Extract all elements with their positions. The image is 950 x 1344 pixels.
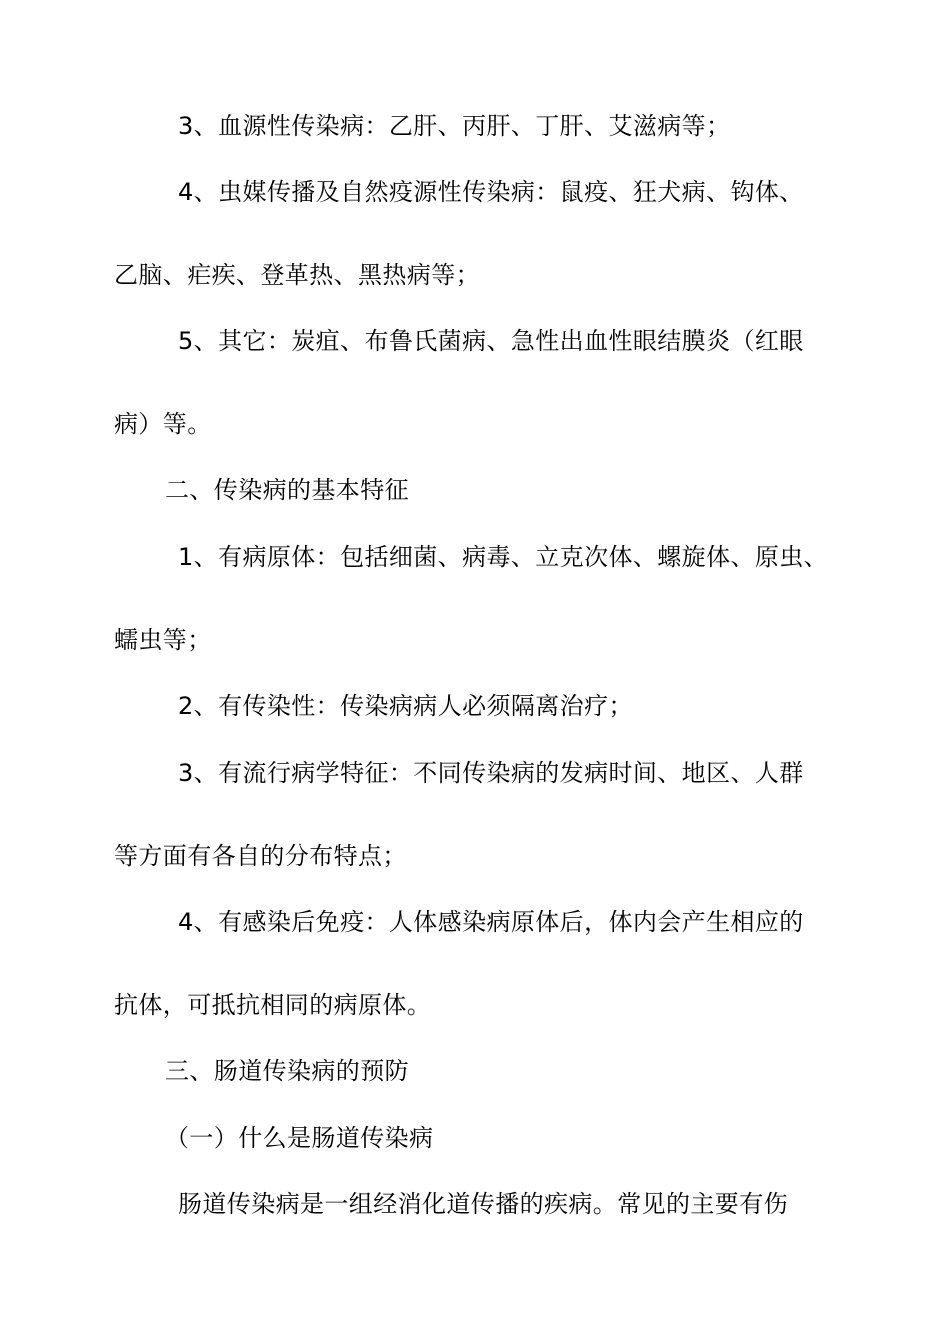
list-item-immunity: 4、有感染后免疫：人体感染病原体后，体内会产生相应的	[178, 908, 804, 936]
list-item-other-cont: 病）等。	[114, 410, 212, 438]
section-heading-basic-features: 二、传染病的基本特征	[165, 476, 409, 504]
list-item-pathogen: 1、有病原体：包括细菌、病毒、立克次体、螺旋体、原虫、	[178, 543, 829, 571]
paragraph-intestinal-definition: 肠道传染病是一组经消化道传播的疾病。常见的主要有伤	[178, 1190, 788, 1218]
list-item-epidemiology: 3、有流行病学特征：不同传染病的发病时间、地区、人群	[178, 759, 804, 787]
list-item-vector-borne-cont: 乙脑、疟疾、登革热、黑热病等；	[114, 261, 480, 289]
section-heading-intestinal-prevention: 三、肠道传染病的预防	[165, 1057, 409, 1085]
list-item-other: 5、其它：炭疽、布鲁氏菌病、急性出血性眼结膜炎（红眼	[178, 327, 804, 355]
list-item-bloodborne: 3、血源性传染病：乙肝、丙肝、丁肝、艾滋病等；	[178, 112, 731, 140]
list-item-contagious: 2、有传染性：传染病病人必须隔离治疗；	[178, 692, 633, 720]
list-item-vector-borne: 4、虫媒传播及自然疫源性传染病：鼠疫、狂犬病、钩体、	[178, 178, 804, 206]
list-item-immunity-cont: 抗体，可抵抗相同的病原体。	[114, 991, 432, 1019]
list-item-pathogen-cont: 蠕虫等；	[114, 626, 212, 654]
subsection-heading-what-is: （一）什么是肠道传染病	[165, 1124, 434, 1152]
list-item-epidemiology-cont: 等方面有各自的分布特点；	[114, 842, 407, 870]
